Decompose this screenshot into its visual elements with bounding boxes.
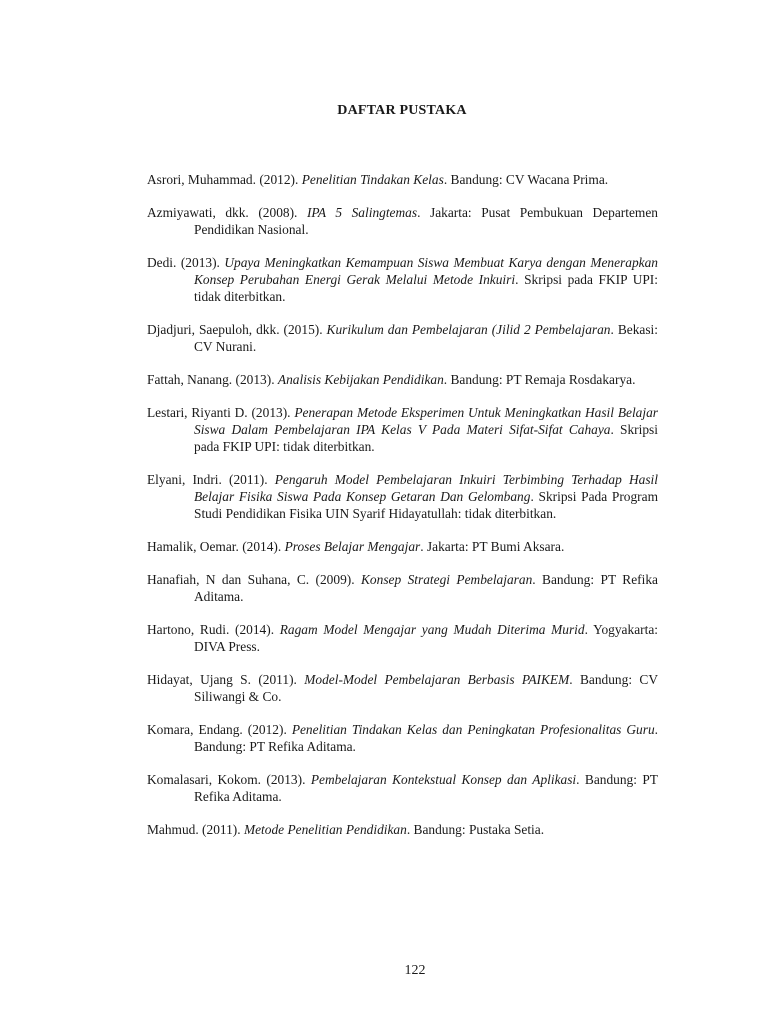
reference-publisher: . Yogyakarta: DIVA Press. bbox=[194, 622, 658, 654]
reference-title: Proses Belajar Mengajar bbox=[284, 539, 421, 554]
reference-item bbox=[147, 371, 658, 388]
reference-title: Ragam Model Mengajar yang Mudah Diterima Murid bbox=[279, 622, 585, 637]
reference-item bbox=[147, 571, 658, 605]
reference-item bbox=[147, 471, 658, 522]
reference-publisher: . Bandung: PT Refika Aditama. bbox=[194, 772, 658, 804]
reference-author-year: Mahmud. (2011). bbox=[147, 822, 244, 837]
reference-item bbox=[147, 404, 658, 455]
reference-publisher: . Jakarta: Pusat Pembukuan Departemen Pendidikan Nasional. bbox=[194, 205, 658, 237]
reference-publisher: . Bandung: PT Refika Aditama. bbox=[194, 722, 658, 754]
reference-title: Model-Model Pembelajaran Berbasis PAIKEM bbox=[304, 672, 570, 687]
reference-author-year: Djadjuri, Saepuloh, dkk. (2015). bbox=[147, 322, 327, 337]
reference-item bbox=[147, 621, 658, 655]
reference-item bbox=[147, 771, 658, 805]
reference-item bbox=[147, 254, 658, 305]
reference-item bbox=[147, 321, 658, 355]
reference-publisher: . Jakarta: PT Bumi Aksara. bbox=[420, 539, 565, 554]
reference-author-year: Hartono, Rudi. (2014). bbox=[147, 622, 280, 637]
reference-publisher: . Skripsi pada FKIP UPI: tidak diterbitkan. bbox=[194, 422, 658, 454]
reference-publisher: . Bandung: Pustaka Setia. bbox=[406, 822, 545, 837]
reference-author-year: Elyani, Indri. (2011). bbox=[147, 472, 275, 487]
reference-title: Pengaruh Model Pembelajaran Inkuiri Terbimbing Terhadap Hasil Belajar Fisika Siswa Pada Konsep Getaran Dan Gelombang bbox=[194, 472, 658, 504]
reference-publisher: . Skripsi Pada Program Studi Pendidikan Fisika UIN Syarif Hidayatullah: tidak diterbitkan. bbox=[194, 489, 658, 521]
reference-author-year: Dedi. (2013). bbox=[147, 255, 225, 270]
reference-author-year: Hanafiah, N dan Suhana, C. (2009). bbox=[147, 572, 361, 587]
reference-author-year: Azmiyawati, dkk. (2008). bbox=[147, 205, 307, 220]
reference-publisher: . Bandung: CV Siliwangi & Co. bbox=[194, 672, 658, 704]
reference-title: Penelitian Tindakan Kelas dan Peningkatan Profesionalitas Guru bbox=[291, 722, 655, 737]
reference-title: Penelitian Tindakan Kelas bbox=[301, 172, 444, 187]
reference-item bbox=[147, 821, 658, 838]
reference-title: Kurikulum dan Pembelajaran (Jilid 2 Pembelajaran bbox=[326, 322, 611, 337]
reference-publisher: . Bandung: PT Remaja Rosdakarya. bbox=[443, 372, 636, 387]
reference-list bbox=[147, 171, 658, 854]
reference-author-year: Hidayat, Ujang S. (2011). bbox=[147, 672, 305, 687]
reference-item bbox=[147, 204, 658, 238]
reference-publisher: . Bandung: CV Wacana Prima. bbox=[443, 172, 609, 187]
reference-title: IPA 5 Salingtemas bbox=[306, 205, 418, 220]
page-number: 122 bbox=[404, 963, 426, 978]
reference-publisher: . Skripsi pada FKIP UPI: tidak diterbitkan. bbox=[194, 272, 658, 304]
reference-author-year: Komalasari, Kokom. (2013). bbox=[147, 772, 311, 787]
reference-author-year: Asrori, Muhammad. (2012). bbox=[147, 172, 302, 187]
reference-title: Konsep Strategi Pembelajaran bbox=[361, 572, 533, 587]
reference-publisher: . Bandung: PT Refika Aditama. bbox=[194, 572, 658, 604]
reference-title: Metode Penelitian Pendidikan bbox=[243, 822, 407, 837]
reference-title: Pembelajaran Kontekstual Konsep dan Aplikasi bbox=[310, 772, 577, 787]
reference-author-year: Fattah, Nanang. (2013). bbox=[147, 372, 278, 387]
reference-title: Upaya Meningkatkan Kemampuan Siswa Membuat Karya dengan Menerapkan Konsep Perubahan Energi Gerak Melalui Metode Inkuiri bbox=[194, 255, 658, 287]
reference-title: Penerapan Metode Eksperimen Untuk Meningkatkan Hasil Belajar Siswa Dalam Pembelajaran IPA Kelas V Pada Materi Sifat-Sifat Cahaya bbox=[194, 405, 658, 437]
reference-publisher: . Bekasi: CV Nurani. bbox=[194, 322, 658, 354]
reference-author-year: Komara, Endang. (2012). bbox=[147, 722, 292, 737]
page-title: DAFTAR PUSTAKA bbox=[337, 103, 467, 118]
reference-item bbox=[147, 171, 658, 188]
reference-title: Analisis Kebijakan Pendidikan bbox=[277, 372, 444, 387]
reference-item bbox=[147, 721, 658, 755]
reference-item bbox=[147, 671, 658, 705]
reference-item bbox=[147, 538, 658, 555]
reference-author-year: Hamalik, Oemar. (2014). bbox=[147, 539, 285, 554]
reference-author-year: Lestari, Riyanti D. (2013). bbox=[147, 405, 295, 420]
